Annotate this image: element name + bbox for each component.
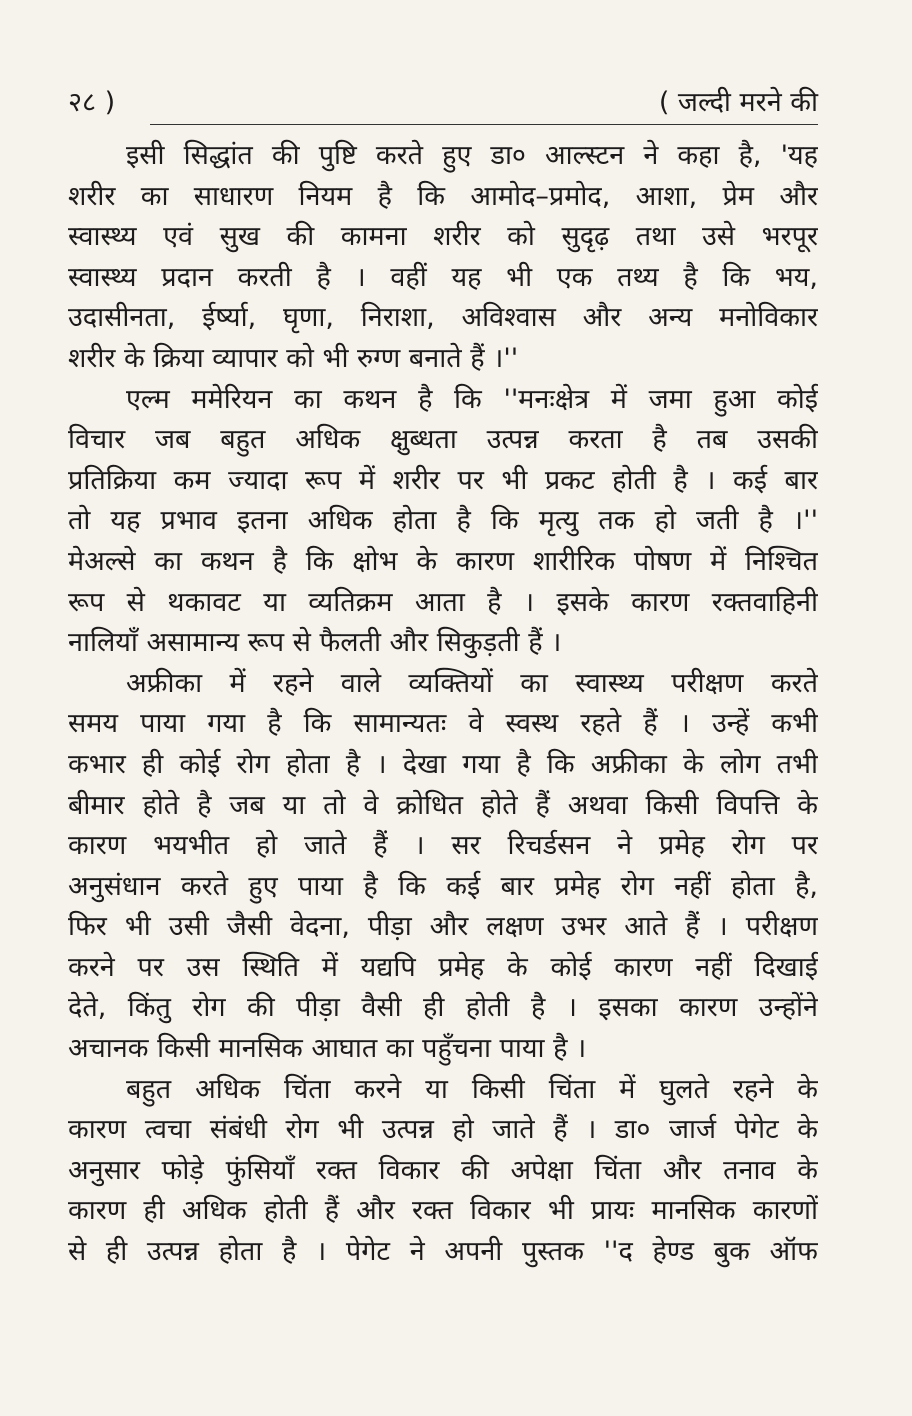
text-line: फिर भी उसी जैसी वेदना, पीड़ा और लक्षण उभर आते हैं । परीक्षण: [68, 911, 818, 943]
text-line: नालियाँ असामान्य रूप से फैलती और सिकुड़ती हैं ।: [68, 627, 562, 659]
text-line: अनुसंधान करते हुए पाया है कि कई बार प्रमेह रोग नहीं होता है,: [68, 870, 818, 902]
text-line: शरीर के क्रिया व्यापार को भी रुग्ण बनाते हैं ।'': [68, 342, 519, 374]
header-rule: [150, 124, 818, 125]
text-line: विचार जब बहुत अधिक क्षुब्धता उत्पन्न करता है तब उसकी: [68, 424, 818, 456]
text-line: उदासीनता, ईर्ष्या, घृणा, निराशा, अविश्वास और अन्य मनोविकार: [68, 302, 818, 334]
text-line: समय पाया गया है कि सामान्यतः वे स्वस्थ रहते हैं । उन्हें कभी: [68, 708, 818, 740]
text-line: इसी सिद्धांत की पुष्टि करते हुए डा० आल्स्टन ने कहा है, 'यह: [126, 140, 818, 171]
text-line: बीमार होते है जब या तो वे क्रोधित होते हैं अथवा किसी विपत्ति के: [68, 789, 818, 821]
running-header: [68, 82, 818, 122]
paragraph: [68, 1070, 818, 1273]
text-line: से ही उत्पन्न होता है । पेगेट ने अपनी पुस्तक ''द हेण्ड बुक ऑफ: [68, 1236, 818, 1268]
text-line: कभार ही कोई रोग होता है । देखा गया है कि अफ्रीका के लोग तभी: [68, 748, 818, 780]
text-line: अनुसार फोड़े फुंसियाँ रक्त विकार की अपेक्षा चिंता और तनाव के: [68, 1154, 818, 1186]
paragraph: [68, 136, 818, 380]
text-line: स्वास्थ्य प्रदान करती है । वहीं यह भी एक तथ्य है कि भय,: [68, 261, 818, 293]
text-line: बहुत अधिक चिंता करने या किसी चिंता में घुलते रहने के: [126, 1073, 818, 1105]
text-line: करने पर उस स्थिति में यद्यपि प्रमेह के कोई कारण नहीं दिखाई: [68, 951, 818, 983]
text-line: एल्म ममेरियन का कथन है कि ''मनःक्षेत्र में जमा हुआ कोई: [126, 383, 818, 415]
text-line: रूप से थकावट या व्यतिक्रम आता है । इसके कारण रक्तवाहिनी: [68, 586, 818, 618]
text-line: तो यह प्रभाव इतना अधिक होता है कि मृत्यु तक हो जती है ।'': [68, 505, 818, 537]
text-line: प्रतिक्रिया कम ज्यादा रूप में शरीर पर भी प्रकट होती है । कई बार: [68, 464, 818, 496]
text-line: मेअल्से का कथन है कि क्षोभ के कारण शारीरिक पोषण में निश्चित: [68, 545, 818, 577]
text-line: देते, किंतु रोग की पीड़ा वैसी ही होती है । इसका कारण उन्होंने: [68, 992, 818, 1024]
text-line: कारण त्वचा संबंधी रोग भी उत्पन्न हो जाते हैं । डा० जार्ज पेगेट के: [68, 1114, 818, 1146]
text-line: शरीर का साधारण नियम है कि आमोद–प्रमोद, आशा, प्रेम और: [68, 180, 818, 212]
text-line: स्वास्थ्य एवं सुख की कामना शरीर को सुदृढ़ तथा उसे भरपूर: [68, 221, 818, 253]
text-line: अचानक किसी मानसिक आघात का पहुँचना पाया है ।: [68, 1033, 587, 1065]
page-body: [68, 136, 818, 1273]
paragraph: [68, 380, 818, 542]
text-line: कारण ही अधिक होती हैं और रक्त विकार भी प्रायः मानसिक कारणों: [68, 1195, 818, 1227]
running-title: ( जल्दी मरने की: [658, 87, 818, 118]
text-line: कारण भयभीत हो जाते हैं । सर रिचर्डसन ने प्रमेह रोग पर: [68, 830, 818, 862]
paragraph: [68, 542, 818, 664]
text-line: अफ्रीका में रहने वाले व्यक्तियों का स्वास्थ्य परीक्षण करते: [126, 667, 818, 699]
page-number: २८ ): [68, 87, 116, 118]
paragraph: [68, 664, 818, 1070]
